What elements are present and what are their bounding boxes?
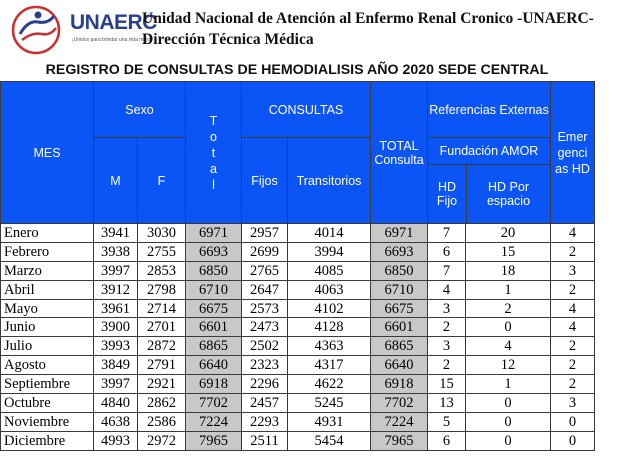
cell-m: 4840 — [94, 394, 138, 413]
cell-mes: Marzo — [1, 261, 94, 280]
cell-fijos: 2647 — [242, 280, 288, 299]
cell-fijos: 2293 — [242, 412, 288, 431]
table-row — [1, 299, 595, 318]
cell-hd-fijo: 6 — [428, 431, 466, 450]
cell-hd-fijo: 5 — [428, 412, 466, 431]
cell-mes: Febrero — [1, 242, 94, 261]
cell-total-consulta: 6640 — [371, 356, 428, 375]
cell-transitorios: 5245 — [288, 394, 371, 413]
cell-total-consulta: 6693 — [371, 242, 428, 261]
logo-emblem-icon — [8, 4, 68, 56]
cell-total-consulta: 6710 — [371, 280, 428, 299]
logo-slogan: ¡Unidos para brindar una vida mejor! — [72, 37, 154, 43]
cell-mes: Enero — [1, 224, 94, 243]
header-ref-externas: Referencias Externas — [428, 82, 551, 138]
table-row — [1, 242, 595, 261]
header-fundacion-group — [428, 138, 551, 224]
cell-total: 6675 — [186, 299, 242, 318]
cell-transitorios: 4363 — [288, 337, 371, 356]
header-m: M — [94, 138, 138, 224]
cell-hd-fijo: 7 — [428, 224, 466, 243]
organization-name: Unidad Nacional de Atención al Enfermo Renal Cronico -UNAERC- — [142, 10, 594, 27]
cell-fijos: 2573 — [242, 299, 288, 318]
cell-hd-espacio: 1 — [466, 375, 551, 394]
table-row — [1, 356, 595, 375]
cell-hd-espacio: 0 — [466, 431, 551, 450]
table-row — [1, 412, 595, 431]
table-row — [1, 394, 595, 413]
cell-total: 6918 — [186, 375, 242, 394]
cell-f: 2714 — [138, 299, 186, 318]
cell-f: 2862 — [138, 394, 186, 413]
cell-m: 3993 — [94, 337, 138, 356]
table-row — [1, 337, 595, 356]
header-fijos: Fijos — [242, 138, 288, 224]
header-f: F — [138, 138, 186, 224]
cell-transitorios: 4931 — [288, 412, 371, 431]
header-total: T o t a l — [186, 82, 242, 224]
cell-total-consulta: 7965 — [371, 431, 428, 450]
cell-total: 6601 — [186, 318, 242, 337]
cell-mes: Julio — [1, 337, 94, 356]
cell-total: 6850 — [186, 261, 242, 280]
document-header — [0, 0, 633, 62]
table-row — [1, 280, 595, 299]
cell-total-consulta: 6918 — [371, 375, 428, 394]
cell-fijos: 2511 — [242, 431, 288, 450]
cell-f: 2586 — [138, 412, 186, 431]
cell-mes: Octubre — [1, 394, 94, 413]
cell-hd-fijo: 2 — [428, 356, 466, 375]
cell-total: 6865 — [186, 337, 242, 356]
cell-total: 7965 — [186, 431, 242, 450]
cell-m: 3941 — [94, 224, 138, 243]
cell-hd-fijo: 3 — [428, 299, 466, 318]
cell-total-consulta: 6675 — [371, 299, 428, 318]
header-total-consulta: TOTAL Consulta — [371, 82, 428, 224]
cell-mes: Junio — [1, 318, 94, 337]
cell-total-consulta: 6971 — [371, 224, 428, 243]
cell-hd-espacio: 4 — [466, 337, 551, 356]
cell-total: 7224 — [186, 412, 242, 431]
cell-fijos: 2502 — [242, 337, 288, 356]
cell-hd-espacio: 0 — [466, 412, 551, 431]
cell-hd-fijo: 13 — [428, 394, 466, 413]
cell-m: 3900 — [94, 318, 138, 337]
cell-mes: Noviembre — [1, 412, 94, 431]
cell-total-consulta: 6850 — [371, 261, 428, 280]
cell-f: 3030 — [138, 224, 186, 243]
cell-f: 2972 — [138, 431, 186, 450]
cell-transitorios: 4317 — [288, 356, 371, 375]
cell-fijos: 2473 — [242, 318, 288, 337]
cell-f: 2755 — [138, 242, 186, 261]
cell-m: 3997 — [94, 261, 138, 280]
header-sexo: Sexo — [94, 82, 186, 138]
cell-m: 4993 — [94, 431, 138, 450]
cell-hd-espacio: 12 — [466, 356, 551, 375]
cell-m: 3961 — [94, 299, 138, 318]
hemodialysis-table — [0, 81, 595, 451]
cell-emergencias: 3 — [551, 394, 595, 413]
logo-text: UNAERC — [70, 11, 157, 34]
cell-hd-espacio: 20 — [466, 224, 551, 243]
cell-total: 6640 — [186, 356, 242, 375]
cell-emergencias: 2 — [551, 280, 595, 299]
table-body — [1, 224, 595, 451]
cell-m: 3912 — [94, 280, 138, 299]
cell-total-consulta: 6865 — [371, 337, 428, 356]
cell-emergencias: 4 — [551, 318, 595, 337]
cell-emergencias: 2 — [551, 356, 595, 375]
header-hd-espacio: HD Por espacio — [486, 180, 531, 208]
table-row — [1, 318, 595, 337]
unaerc-logo — [8, 4, 157, 56]
table-row — [1, 261, 595, 280]
cell-m: 3849 — [94, 356, 138, 375]
cell-transitorios: 4622 — [288, 375, 371, 394]
cell-transitorios: 4063 — [288, 280, 371, 299]
table-title: REGISTRO DE CONSULTAS DE HEMODIALISIS AÑO 2020 SEDE CENTRAL — [45, 62, 549, 78]
header-consultas: CONSULTAS — [242, 82, 371, 138]
cell-emergencias: 0 — [551, 412, 595, 431]
cell-mes: Septiembre — [1, 375, 94, 394]
cell-m: 4638 — [94, 412, 138, 431]
cell-mes: Agosto — [1, 356, 94, 375]
cell-hd-fijo: 3 — [428, 337, 466, 356]
cell-hd-fijo: 7 — [428, 261, 466, 280]
cell-f: 2798 — [138, 280, 186, 299]
cell-f: 2921 — [138, 375, 186, 394]
cell-total-consulta: 7224 — [371, 412, 428, 431]
cell-hd-espacio: 2 — [466, 299, 551, 318]
cell-fijos: 2957 — [242, 224, 288, 243]
header-transitorios: Transitorios — [288, 138, 371, 224]
cell-emergencias: 2 — [551, 375, 595, 394]
cell-f: 2701 — [138, 318, 186, 337]
cell-m: 3938 — [94, 242, 138, 261]
cell-emergencias: 4 — [551, 224, 595, 243]
cell-f: 2791 — [138, 356, 186, 375]
header-hd-fijo: HD Fijo — [428, 165, 467, 223]
cell-transitorios: 5454 — [288, 431, 371, 450]
cell-mes: Mayo — [1, 299, 94, 318]
cell-hd-espacio: 1 — [466, 280, 551, 299]
cell-total-consulta: 7702 — [371, 394, 428, 413]
cell-fijos: 2765 — [242, 261, 288, 280]
cell-transitorios: 3994 — [288, 242, 371, 261]
cell-fijos: 2296 — [242, 375, 288, 394]
cell-mes: Abril — [1, 280, 94, 299]
table-row — [1, 375, 595, 394]
cell-emergencias: 2 — [551, 337, 595, 356]
cell-emergencias: 0 — [551, 431, 595, 450]
cell-hd-fijo: 15 — [428, 375, 466, 394]
cell-transitorios: 4014 — [288, 224, 371, 243]
cell-total: 6693 — [186, 242, 242, 261]
cell-hd-fijo: 4 — [428, 280, 466, 299]
header-emergencias: Emer genci as HD — [551, 82, 595, 224]
cell-emergencias: 3 — [551, 261, 595, 280]
cell-hd-espacio: 0 — [466, 394, 551, 413]
cell-fijos: 2323 — [242, 356, 288, 375]
cell-total: 6971 — [186, 224, 242, 243]
header-mes: MES — [1, 82, 94, 224]
cell-total: 6710 — [186, 280, 242, 299]
cell-mes: Diciembre — [1, 431, 94, 450]
cell-f: 2872 — [138, 337, 186, 356]
cell-emergencias: 2 — [551, 242, 595, 261]
cell-hd-espacio: 15 — [466, 242, 551, 261]
cell-transitorios: 4102 — [288, 299, 371, 318]
cell-transitorios: 4085 — [288, 261, 371, 280]
cell-fijos: 2699 — [242, 242, 288, 261]
header-fundacion: Fundación AMOR — [428, 138, 550, 165]
cell-emergencias: 4 — [551, 299, 595, 318]
cell-total: 7702 — [186, 394, 242, 413]
cell-hd-espacio: 18 — [466, 261, 551, 280]
cell-hd-fijo: 2 — [428, 318, 466, 337]
cell-f: 2853 — [138, 261, 186, 280]
table-row — [1, 224, 595, 243]
cell-hd-fijo: 6 — [428, 242, 466, 261]
table-row — [1, 431, 595, 450]
cell-total-consulta: 6601 — [371, 318, 428, 337]
cell-fijos: 2457 — [242, 394, 288, 413]
cell-hd-espacio: 0 — [466, 318, 551, 337]
department-name: Dirección Técnica Médica — [142, 31, 314, 48]
cell-m: 3997 — [94, 375, 138, 394]
cell-transitorios: 4128 — [288, 318, 371, 337]
